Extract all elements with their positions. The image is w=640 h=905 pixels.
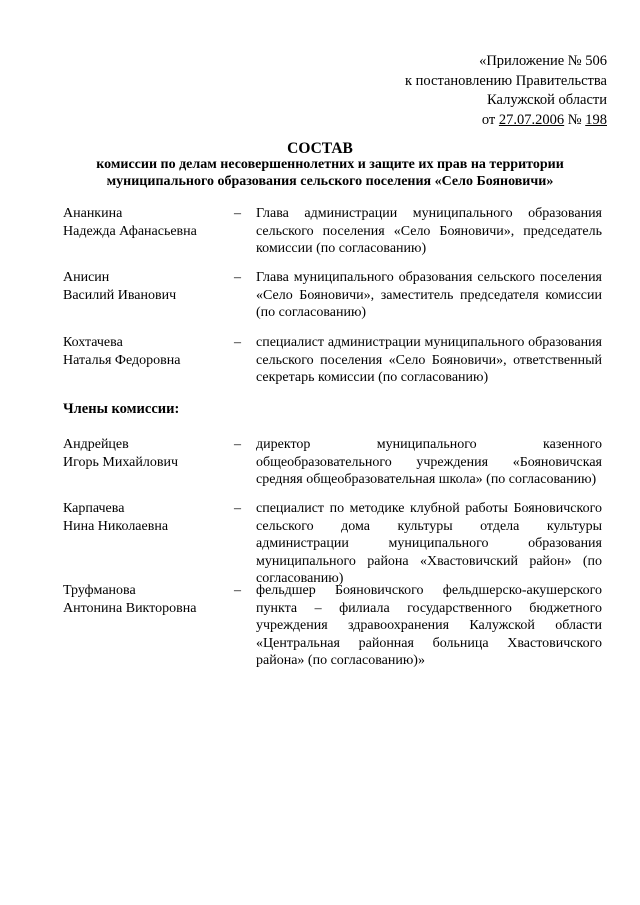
- person-given-names: Надежда Афанасьевна: [63, 223, 197, 239]
- person-surname: Анисин: [63, 270, 110, 285]
- person-name: [63, 582, 233, 617]
- members-heading: Члены комиссии:: [63, 401, 180, 417]
- person-role: специалист администрации муниципального образования сельского поселения «Село Бояновичи», ответственный секретарь комиссии (по согласованию): [256, 335, 602, 385]
- person-given-names: Игорь Михайлович: [63, 454, 178, 470]
- person-name: [63, 436, 233, 471]
- person-name: [63, 334, 233, 369]
- resolution-reference: к постановлению Правительства: [405, 72, 607, 89]
- person-name: [63, 269, 233, 304]
- person-name: [63, 205, 233, 240]
- appendix-number: «Приложение № 506: [479, 53, 607, 69]
- person-surname: Труфманова: [63, 583, 136, 598]
- person-role: Глава администрации муниципального образования сельского поселения «Село Бояновичи», председатель комиссии (по согласованию): [256, 206, 602, 256]
- document-title: СОСТАВ: [287, 140, 353, 157]
- resolution-date: 27.07.2006: [498, 111, 565, 128]
- date-prefix: от: [481, 111, 499, 128]
- person-given-names: Василий Иванович: [63, 287, 177, 303]
- region-name: Калужской области: [487, 92, 607, 108]
- person-name: [63, 500, 233, 535]
- document-subtitle: комиссии по делам несовершеннолетних и защите их прав на территории муниципального образования сельского поселения «Село Бояновичи»: [96, 157, 564, 189]
- person-role: фельдшер Бояновичского фельдшерско-акушерского пункта – филиала государственного бюджетного учреждения здравоохранения Калужской области «Центральная районная больница Хвастовичского района» (по согласованию)»: [256, 583, 602, 668]
- person-role: Глава муниципального образования сельского поселения «Село Бояновичи», заместитель председателя комиссии (по согласованию): [256, 270, 602, 320]
- person-surname: Кохтачева: [63, 335, 123, 350]
- dash-separator: –: [234, 583, 241, 598]
- dash-separator: –: [234, 335, 241, 350]
- person-role: директор муниципального казенного общеобразовательного учреждения «Бояновичская средняя общеобразовательная школа» (по согласованию): [256, 437, 602, 487]
- dash-separator: –: [234, 206, 241, 221]
- person-surname: Ананкина: [63, 206, 123, 221]
- person-surname: Карпачева: [63, 501, 125, 516]
- resolution-number: 198: [585, 111, 607, 128]
- person-given-names: Антонина Викторовна: [63, 600, 197, 616]
- person-given-names: Нина Николаевна: [63, 518, 169, 534]
- number-prefix: №: [564, 111, 586, 128]
- resolution-date-line: [405, 111, 607, 131]
- dash-separator: –: [234, 501, 241, 516]
- dash-separator: –: [234, 437, 241, 452]
- person-surname: Андрейцев: [63, 437, 129, 452]
- dash-separator: –: [234, 270, 241, 285]
- appendix-header: [405, 52, 607, 130]
- person-role: специалист по методике клубной работы Бояновичского сельского дома культуры отдела культуры администрации муниципального образования муниципального района «Хвастовичский район» (по согласованию): [256, 501, 602, 586]
- person-given-names: Наталья Федоровна: [63, 352, 181, 368]
